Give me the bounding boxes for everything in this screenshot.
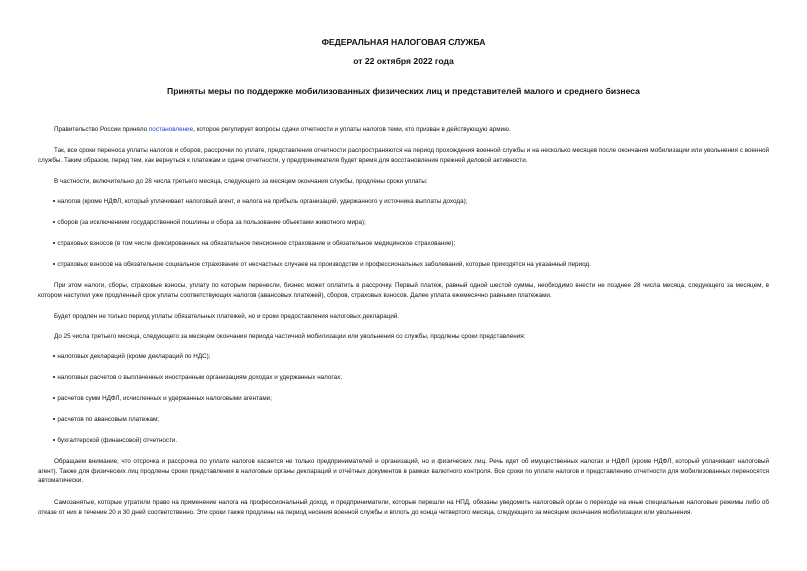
document-title: Приняты меры по поддержке мобилизованных физических лиц и представителей малого и среднего бизнеса: [167, 86, 640, 96]
extended-paragraph: Будет продлен не только период уплаты обязательных платежей, но и сроки предоставления налоговых деклараций.: [54, 313, 400, 320]
installment-paragraph: При этом налоги, сборы, страховые взносы, уплату по которым перенесли, бизнес может оплатить в рассрочку. Первый платеж, равный одной шестой суммы, необходимо внести не позднее 28 числа месяца, следующего за месяцем, в котором наступил уже продленный срок уплаты соответствующих налогов (авансовых платежей), сборов, страховых взносов. Далее уплата ежемесячно равными платежами.: [38, 282, 769, 299]
document-date: от 22 октября 2022 года: [353, 56, 454, 66]
list-item: бухгалтерской (финансовой) отчетности.: [53, 436, 769, 446]
selfemployed-paragraph: Самозанятые, которые утратили право на применение налога на профессиональный доход, и предприниматели, которые перешли на НПД, обязаны уведомить налоговый орган о переходе на иные специальные налоговые режимы либо об отказе от них в течение 20 и 30 дней соответственно. Эти сроки также продлены на период несения военной службы и вплоть до конца четвертого месяца, следующего за месяцем окончания мобилизации или увольнения.: [38, 499, 769, 516]
agency-heading: ФЕДЕРАЛЬНАЯ НАЛОГОВАЯ СЛУЖБА: [321, 37, 486, 47]
reporting-intro-paragraph: До 25 числа третьего месяца, следующего за месяцем окончания периода частичной мобилизации или увольнения со службы, продлены сроки представления:: [54, 333, 526, 340]
list-item: расчетов по авансовым платежам;: [53, 415, 769, 425]
individuals-paragraph: Обращаем внимание, что отсрочка и рассрочка по уплате налогов касается не только предпринимателей и организаций, но и физических лиц. Речь идет об имущественных налогах и НДФЛ (кроме НДФЛ, который уплачивает налоговый агент). Также для физических лиц продлены сроки представления в налоговые органы деклараций и отчётных документов в рамках валютного контроля. Все сроки по уплате налогов и представлению отчетности для мобилизованных переносятся автоматически.: [38, 458, 769, 485]
list-item: страховых взносов на обязательное социальное страхование от несчастных случаев на производстве и профессиональных заболеваний, которые приходятся на указанный период.: [53, 260, 769, 270]
bullet-icon: [53, 376, 55, 378]
bullet-icon: [53, 221, 55, 223]
bullet-icon: [53, 242, 55, 244]
list-item: расчетов сумм НДФЛ, исчисленных и удержанных налоговыми агентами;: [53, 394, 769, 404]
deferral-paragraph: Так, все сроки переноса уплаты налогов и сборов, рассрочки по уплате, представления отчетности распространяются на период прохождения военной службы и на несколько месяцев после окончания мобилизации или увольнения с военной службы. Таким образом, перед тем, как вернуться к платежам и сдаче отчетности, у предпринимателя будет время для восстановления прежней деловой активности.: [38, 147, 769, 164]
bullet-icon: [53, 418, 55, 420]
intro-paragraph: [38, 125, 769, 135]
list-item: страховых взносов (в том числе фиксированных на обязательное пенсионное страхование и обязательное медицинское страхование);: [53, 239, 769, 249]
intro-text-before: Правительство России приняло: [54, 126, 149, 133]
decree-link[interactable]: постановление: [148, 126, 194, 133]
bullet-icon: [53, 200, 55, 202]
list-item: налоговых расчетов о выплаченных иностранным организациям доходах и удержанных налогах;: [53, 373, 769, 383]
list-item: сборов (за исключением государственной пошлины и сбора за пользование объектами животного мира);: [53, 218, 769, 228]
list-item: налогов (кроме НДФЛ, который уплачивает налоговый агент, и налога на прибыль организаций, удержанного у источника выплаты дохода);: [53, 197, 769, 207]
bullet-icon: [53, 439, 55, 441]
bullet-icon: [53, 397, 55, 399]
bullet-icon: [53, 263, 55, 265]
bullet-icon: [53, 355, 55, 357]
list-item: налоговых деклараций (кроме деклараций по НДС);: [53, 352, 769, 362]
payment-intro-paragraph: В частности, включительно до 28 числа третьего месяца, следующего за месяцем окончания службы, продлены сроки уплаты:: [54, 178, 428, 185]
intro-text-after: , которое регулирует вопросы сдачи отчетности и уплаты налогов теми, кто призван в действующую армию.: [193, 126, 511, 133]
